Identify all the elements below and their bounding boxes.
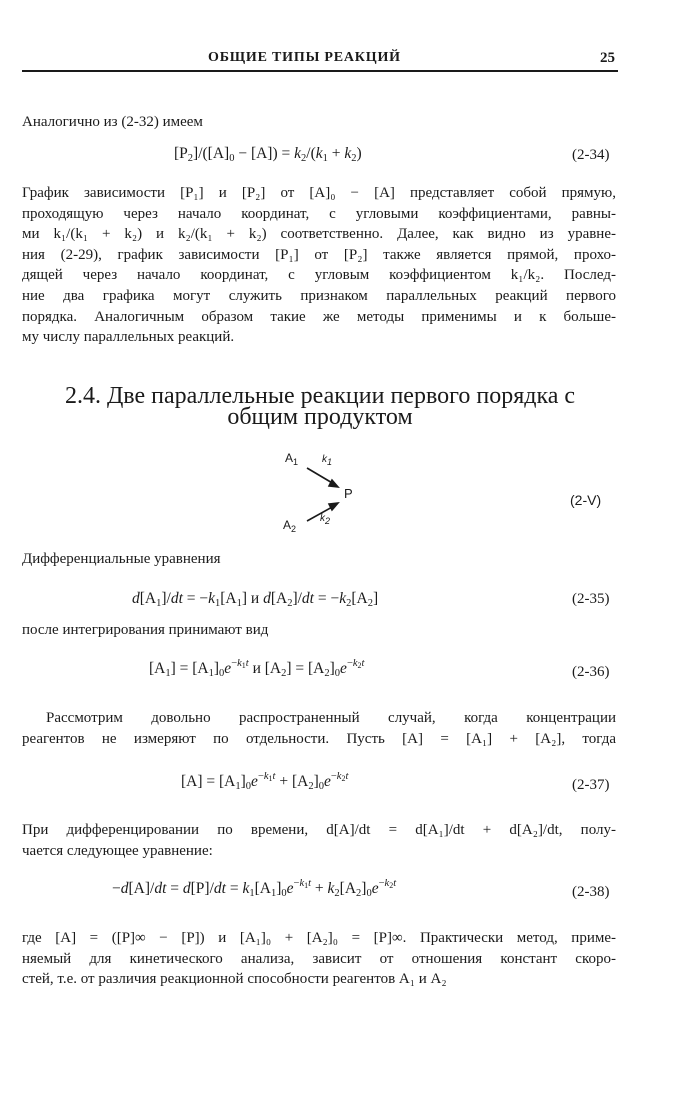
section-heading-line-2: общим продуктом bbox=[227, 404, 413, 430]
equation-2-34: $[P_2]/([A]_0 - [A]) = k_2/(k_1 + k_2)$ bbox=[174, 145, 362, 164]
text-line: проходящую через начало координат, с угловыми коэффициентами, равны- bbox=[22, 205, 616, 222]
text-line: ния (2-29), график зависимости [P₁] от [P₂] также является прямой, прохо- bbox=[22, 246, 616, 263]
equation-number-2-36: (2-36) bbox=[572, 664, 610, 680]
text-line: При дифференцировании по времени, d[A]/dt = d[A₁]/dt + d[A₂]/dt, полу- bbox=[22, 822, 616, 838]
rate-k2: $k_2$ bbox=[320, 513, 331, 526]
paragraph-final bbox=[22, 928, 616, 990]
paragraph-differentiation bbox=[22, 820, 616, 861]
page-number: 25 bbox=[600, 50, 615, 66]
text-line: где [A] = ([P]∞ − [P]) и [A₁]₀ + [A₂]₀ = [P]∞. Практически метод, приме- bbox=[22, 930, 616, 946]
intro-line: Аналогично из (2-32) имеем bbox=[22, 114, 203, 130]
text-line: няемый для кинетического анализа, зависит от отношения констант скоро- bbox=[22, 950, 616, 967]
integration-text bbox=[22, 620, 616, 641]
text-line: реагентов не измеряют по отдельности. Пусть [A] = [A₁] + [A₂], тогда bbox=[22, 730, 616, 747]
section-heading-line-1: 2.4. Две параллельные реакции первого порядка с bbox=[64, 383, 576, 409]
scheme-number: (2-V) bbox=[570, 492, 602, 508]
equation-2-37: $[A] = [A_1]_0e^{-k_1t} + [A_2]_0e^{-k_2t}$ bbox=[181, 771, 349, 792]
text-line: ние два графика могут служить признаком параллельных реакций первого bbox=[22, 287, 616, 304]
text-line: после интегрирования принимают вид bbox=[22, 622, 269, 638]
running-title: ОБЩИЕ ТИПЫ РЕАКЦИЙ bbox=[208, 50, 401, 65]
equation-2-35: $d[A_1]/dt = -k_1[A_1]$ и $d[A_2]/dt = -k_2[A_2]$ bbox=[132, 590, 379, 609]
text-line: дящей через начало координат, с угловым коэффициентом k₁/k₂. Послед- bbox=[22, 267, 616, 284]
text-line: ми k₁/(k₁ + k₂) и k₂/(k₁ + k₂) соответственно. Далее, как видно из уравне- bbox=[22, 226, 616, 243]
text-line: График зависимости [P₁] и [P₂] от [A]₀ − [A] представляет собой прямую, bbox=[22, 185, 616, 201]
equation-number-2-34: (2-34) bbox=[572, 147, 610, 163]
arrowhead-a2 bbox=[329, 503, 338, 510]
diff-eq-intro bbox=[22, 549, 616, 570]
text-line: Дифференциальные уравнения bbox=[22, 551, 221, 567]
paragraph-consider bbox=[22, 708, 616, 749]
text-line: му числу параллельных реакций. bbox=[22, 329, 235, 346]
product-p: P bbox=[344, 486, 353, 501]
arrow-a1-to-p bbox=[307, 468, 334, 484]
rate-k1: $k_1$ bbox=[322, 454, 333, 467]
arrow-a2-to-p bbox=[307, 506, 334, 521]
equation-number-2-35: (2-35) bbox=[572, 591, 610, 607]
reactant-a2: $A_2$ bbox=[283, 518, 297, 534]
text-line: Рассмотрим довольно распространенный случай, когда концентрации bbox=[46, 710, 616, 726]
equation-2-38: $-d[A]/dt = d[P]/dt = k_1[A_1]_0e^{-k_1t} + k_2[A_2]_0e^{-k_2t}$ bbox=[112, 878, 397, 899]
text-line: стей, т.е. от различия реакционной способности реагентов A₁ и A₂ bbox=[22, 971, 447, 988]
equation-number-2-38: (2-38) bbox=[572, 884, 610, 900]
equation-number-2-37: (2-37) bbox=[572, 777, 610, 793]
equation-2-36: $[A_1] = [A_1]_0e^{-k_1t}$ и $[A_2] = [A_2]_0e^{-k_2t}$ bbox=[149, 658, 365, 679]
text-line: чается следующее уравнение: bbox=[22, 842, 213, 859]
text-line: порядка. Аналогичным образом такие же методы применимы и к больше- bbox=[22, 308, 616, 325]
reactant-a1: $A_1$ bbox=[285, 451, 299, 467]
